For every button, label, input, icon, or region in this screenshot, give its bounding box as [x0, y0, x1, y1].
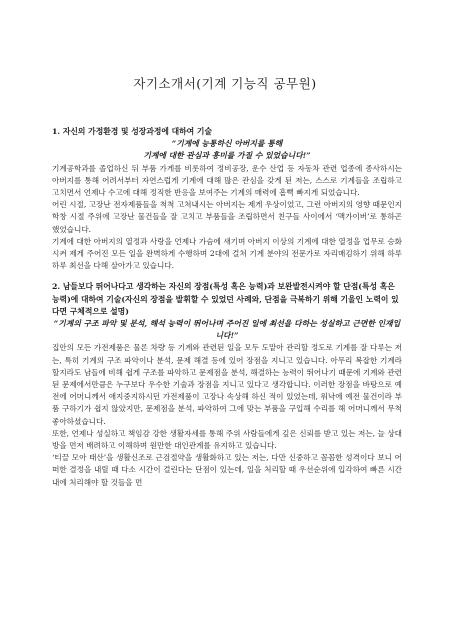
section-heading: 1. 자신의 가정환경 및 성장과정에 대하여 기술: [52, 127, 212, 136]
body-paragraph: 기계공학과를 졸업하신 뒤 부품 가게를 비롯하여 정비공장, 운수 산업 등 자동차 관련 업종에 종사하시는 아버지를 통해 어려서부터 자연스럽게 기계에 대해 많은 관심을 갖게 된 저는, 스스로 기계들을 조립하고 고치면서 언제나 수고에 대해 정직한 반응을 보여주는 기계의 매력에 흠뻑 빠지게 되었습니다.: [52, 163, 402, 198]
body-paragraph: 또한, 언제나 성실하고 책임감 강한 생활자세를 통해 주위 사람들에게 깊은 신뢰를 받고 있는 저는, 늘 상대방을 먼저 배려하고 이해하며 원만한 대인관계를 유지하고 있습니다.: [52, 428, 402, 451]
body-paragraph: ‘티끌 모아 태산’을 생활신조로 근검절약을 생활화하고 있는 저는, 다만 신중하고 꼼꼼한 성격이다 보니 어떠한 결정을 내릴 때 다소 시간이 걸린다는 단점이 있는데, 일을 처리할 때 우선순위에 입각하여 빠른 시간 내에 처리해야 할 것들을 먼: [52, 453, 402, 487]
body-paragraph: 기계에 대한 아버지의 열정과 사랑을 언제나 가슴에 새기며 아버지 이상의 기계에 대한 열정을 업무로 승화시켜 제게 주어진 모든 일을 완벽하게 수행하며 2대에 걸쳐 기계 분야의 전문가로 자리매김하기 위해 하루하루 최선을 다해 살아가고 있습니다.: [52, 236, 402, 271]
section-motto: “기계에 능통하신 아버지를 통해: [171, 139, 283, 149]
document-title: 자기소개서(기계 기능직 공무원): [133, 76, 317, 91]
section-family-background: [52, 126, 402, 272]
section-spacer: [52, 272, 402, 281]
section-motto: “기계의 구조 파악 및 분석, 해석 능력이 뛰어나며 주어진 일에 최선을 다하는 성실하고 근면한 인재입니다!”: [53, 319, 401, 341]
section-motto: 기계에 대한 관심과 흥미를 가질 수 있었습니다!”: [143, 151, 311, 161]
section-heading: 2. 남들보다 뛰어나다고 생각하는 자신의 장점(특성 혹은 능력)과 보완발전시켜야 할 단점(특성 혹은 능력)에 대하여 기술(자신의 장점을 발휘할 수 있었던 사례와, 단점을 극복하기 위해 기울인 노력이 있다면 구체적으로 설명): [52, 282, 399, 316]
body-paragraph: 어린 시절, 고장난 전자제품들을 척척 고쳐내시는 아버지는 제게 우상이었고, 그런 아버지의 영향 때문인지 학창 시절 주위에 고장난 물건들을 잘 고치고 부품들을 조립하면서 친구들 사이에서 ‘맥가이버’로 통하곤 했었습니다.: [52, 200, 402, 234]
body-paragraph: 집안의 모든 가전제품은 물론 차량 등 기계와 관련된 일을 모두 도맡아 관리할 정도로 기계를 잘 다루는 저는, 특히 기계의 구조 파악이나 분석, 문제 해결 등에 있어 장점을 지니고 있습니다. 아무리 복잡한 기계라 할지라도 남들에 비해 쉽게 구조를 파악하고 문제점을 분석, 해결하는 능력이 뛰어나기 때문에 기계와 관련된 문제에서만큼은 누구보다 우수한 기술과 장점을 지니고 있다고 생각합니다. 이러한 장점을 바탕으로 예전에 어머니께서 애지중지하시던 가전제품이 고장나 속상해 하신 적이 있었는데, 워낙에 예전 물건이라 부품 구하기가 쉽지 않았지만, 문제점을 분석, 파악하여 그에 맞는 부품을 구입해 수리를 해 어머니께서 무척 좋아하셨습니다.: [52, 343, 402, 426]
section-strengths-weaknesses: [52, 281, 402, 488]
document-body: [52, 126, 402, 489]
